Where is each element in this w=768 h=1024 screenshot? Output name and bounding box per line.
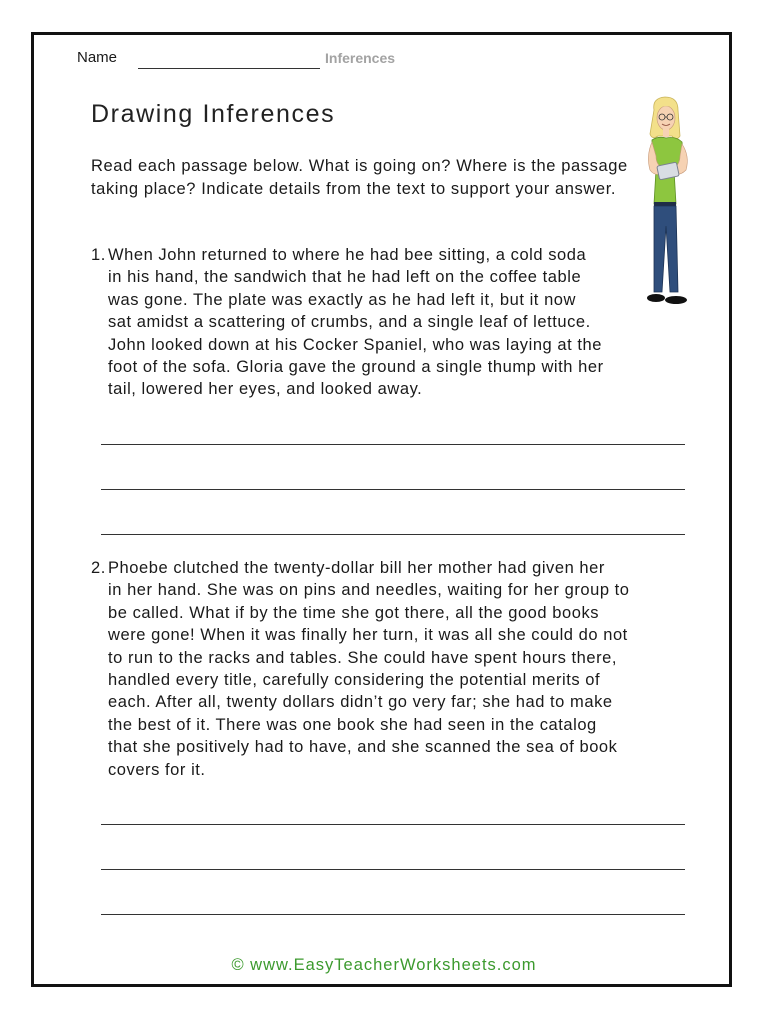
answer-line[interactable] [101, 444, 685, 445]
name-input-line[interactable] [138, 68, 320, 69]
footer-copyright: © www.EasyTeacherWorksheets.com [231, 956, 537, 974]
passage-line: that she positively had to have, and she scanned the sea of book [108, 738, 618, 757]
answer-line[interactable] [101, 869, 685, 870]
answer-line[interactable] [101, 914, 685, 915]
passage-line: handled every title, carefully considering the potential merits of [108, 671, 601, 690]
answer-line[interactable] [101, 489, 685, 490]
passage-2 [91, 557, 676, 781]
passage-line: When John returned to where he had bee sitting, a cold soda [108, 246, 587, 264]
passage-line: were gone! When it was finally her turn, it was all she could do not [108, 626, 628, 645]
answer-line[interactable] [101, 824, 685, 825]
passage-text [108, 557, 676, 781]
passage-line: sat amidst a scattering of crumbs, and a single leaf of lettuce. [108, 313, 591, 332]
page-title: Drawing Inferences [91, 100, 336, 128]
passage-number: 1. [91, 246, 106, 264]
passage-line: each. After all, twenty dollars didn’t go very far; she had to make [108, 693, 613, 712]
passage-line: in her hand. She was on pins and needles, waiting for her group to [108, 581, 630, 600]
passage-line: Phoebe clutched the twenty-dollar bill her mother had given her [108, 559, 605, 577]
subject-label: Inferences [325, 50, 396, 66]
instructions: Read each passage below. What is going on? Where is the passage taking place? Indicate details from the text to support your answer. [91, 157, 628, 198]
passage-line: in his hand, the sandwich that he had left on the coffee table [108, 268, 582, 287]
answer-line[interactable] [101, 534, 685, 535]
passage-1 [91, 244, 656, 401]
teacher-with-tablet-illustration-icon [632, 96, 712, 318]
passage-line: the best of it. There was one book she had seen in the catalog [108, 715, 597, 734]
passage-line: was gone. The plate was exactly as he had left it, but it now [108, 290, 576, 309]
passage-line: John looked down at his Cocker Spaniel, who was laying at the [108, 335, 602, 354]
passage-line: covers for it. [108, 760, 206, 779]
passage-line: foot of the sofa. Gloria gave the ground a single thump with her [108, 358, 604, 377]
passage-line: be called. What if by the time she got there, all the good books [108, 603, 600, 622]
name-label: Name [77, 49, 118, 66]
passage-line: to run to the racks and tables. She could have spent hours there, [108, 648, 618, 667]
passage-text [108, 244, 656, 401]
passage-line: tail, lowered her eyes, and looked away. [108, 380, 423, 399]
passage-number: 2. [91, 559, 106, 577]
